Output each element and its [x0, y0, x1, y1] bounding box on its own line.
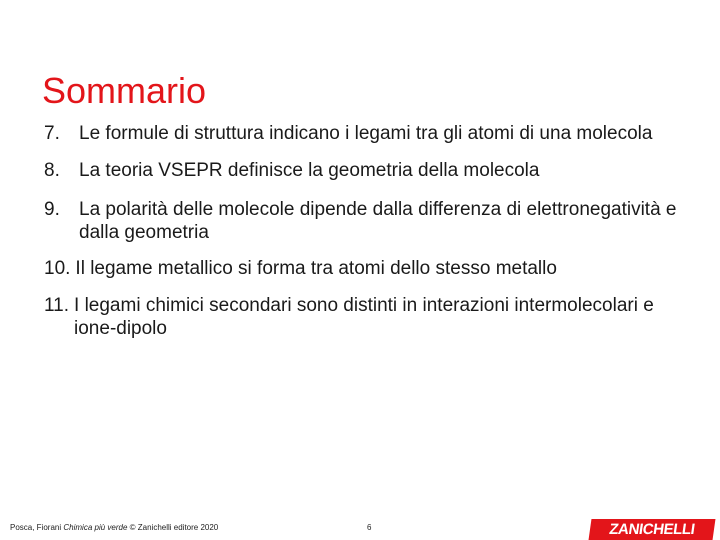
- footer-book-title: Chimica più verde: [63, 523, 128, 532]
- item-number: 10.: [44, 258, 71, 279]
- item-number: 7.: [44, 123, 60, 144]
- item-text: I legami chimici secondari sono distinti in interazioni intermolecolari e ione-dipolo: [74, 295, 654, 339]
- list-item: [44, 257, 684, 280]
- item-text: Le formule di struttura indicano i legami tra gli atomi di una molecola: [79, 123, 653, 144]
- summary-list: [44, 122, 684, 340]
- item-text: Il legame metallico si forma tra atomi dello stesso metallo: [75, 258, 557, 279]
- list-item: [44, 294, 684, 340]
- item-number: 8.: [44, 160, 60, 181]
- item-number: 9.: [44, 199, 60, 220]
- zanichelli-logo: ZANICHELLI: [589, 519, 716, 540]
- list-item: [44, 122, 684, 145]
- page-number: 6: [367, 523, 372, 532]
- item-number: 11.: [44, 295, 70, 316]
- item-text: La polarità delle molecole dipende dalla differenza di elettronegatività e dalla geometria: [79, 199, 677, 243]
- footer-publisher: © Zanichelli editore 2020: [129, 523, 219, 532]
- item-text: La teoria VSEPR definisce la geometria della molecola: [79, 160, 540, 181]
- footer-credit: [10, 523, 218, 533]
- list-item: [44, 198, 684, 244]
- slide-title: Sommario: [42, 70, 207, 112]
- list-item: [44, 159, 684, 182]
- footer-authors: Posca, Fiorani: [10, 523, 62, 532]
